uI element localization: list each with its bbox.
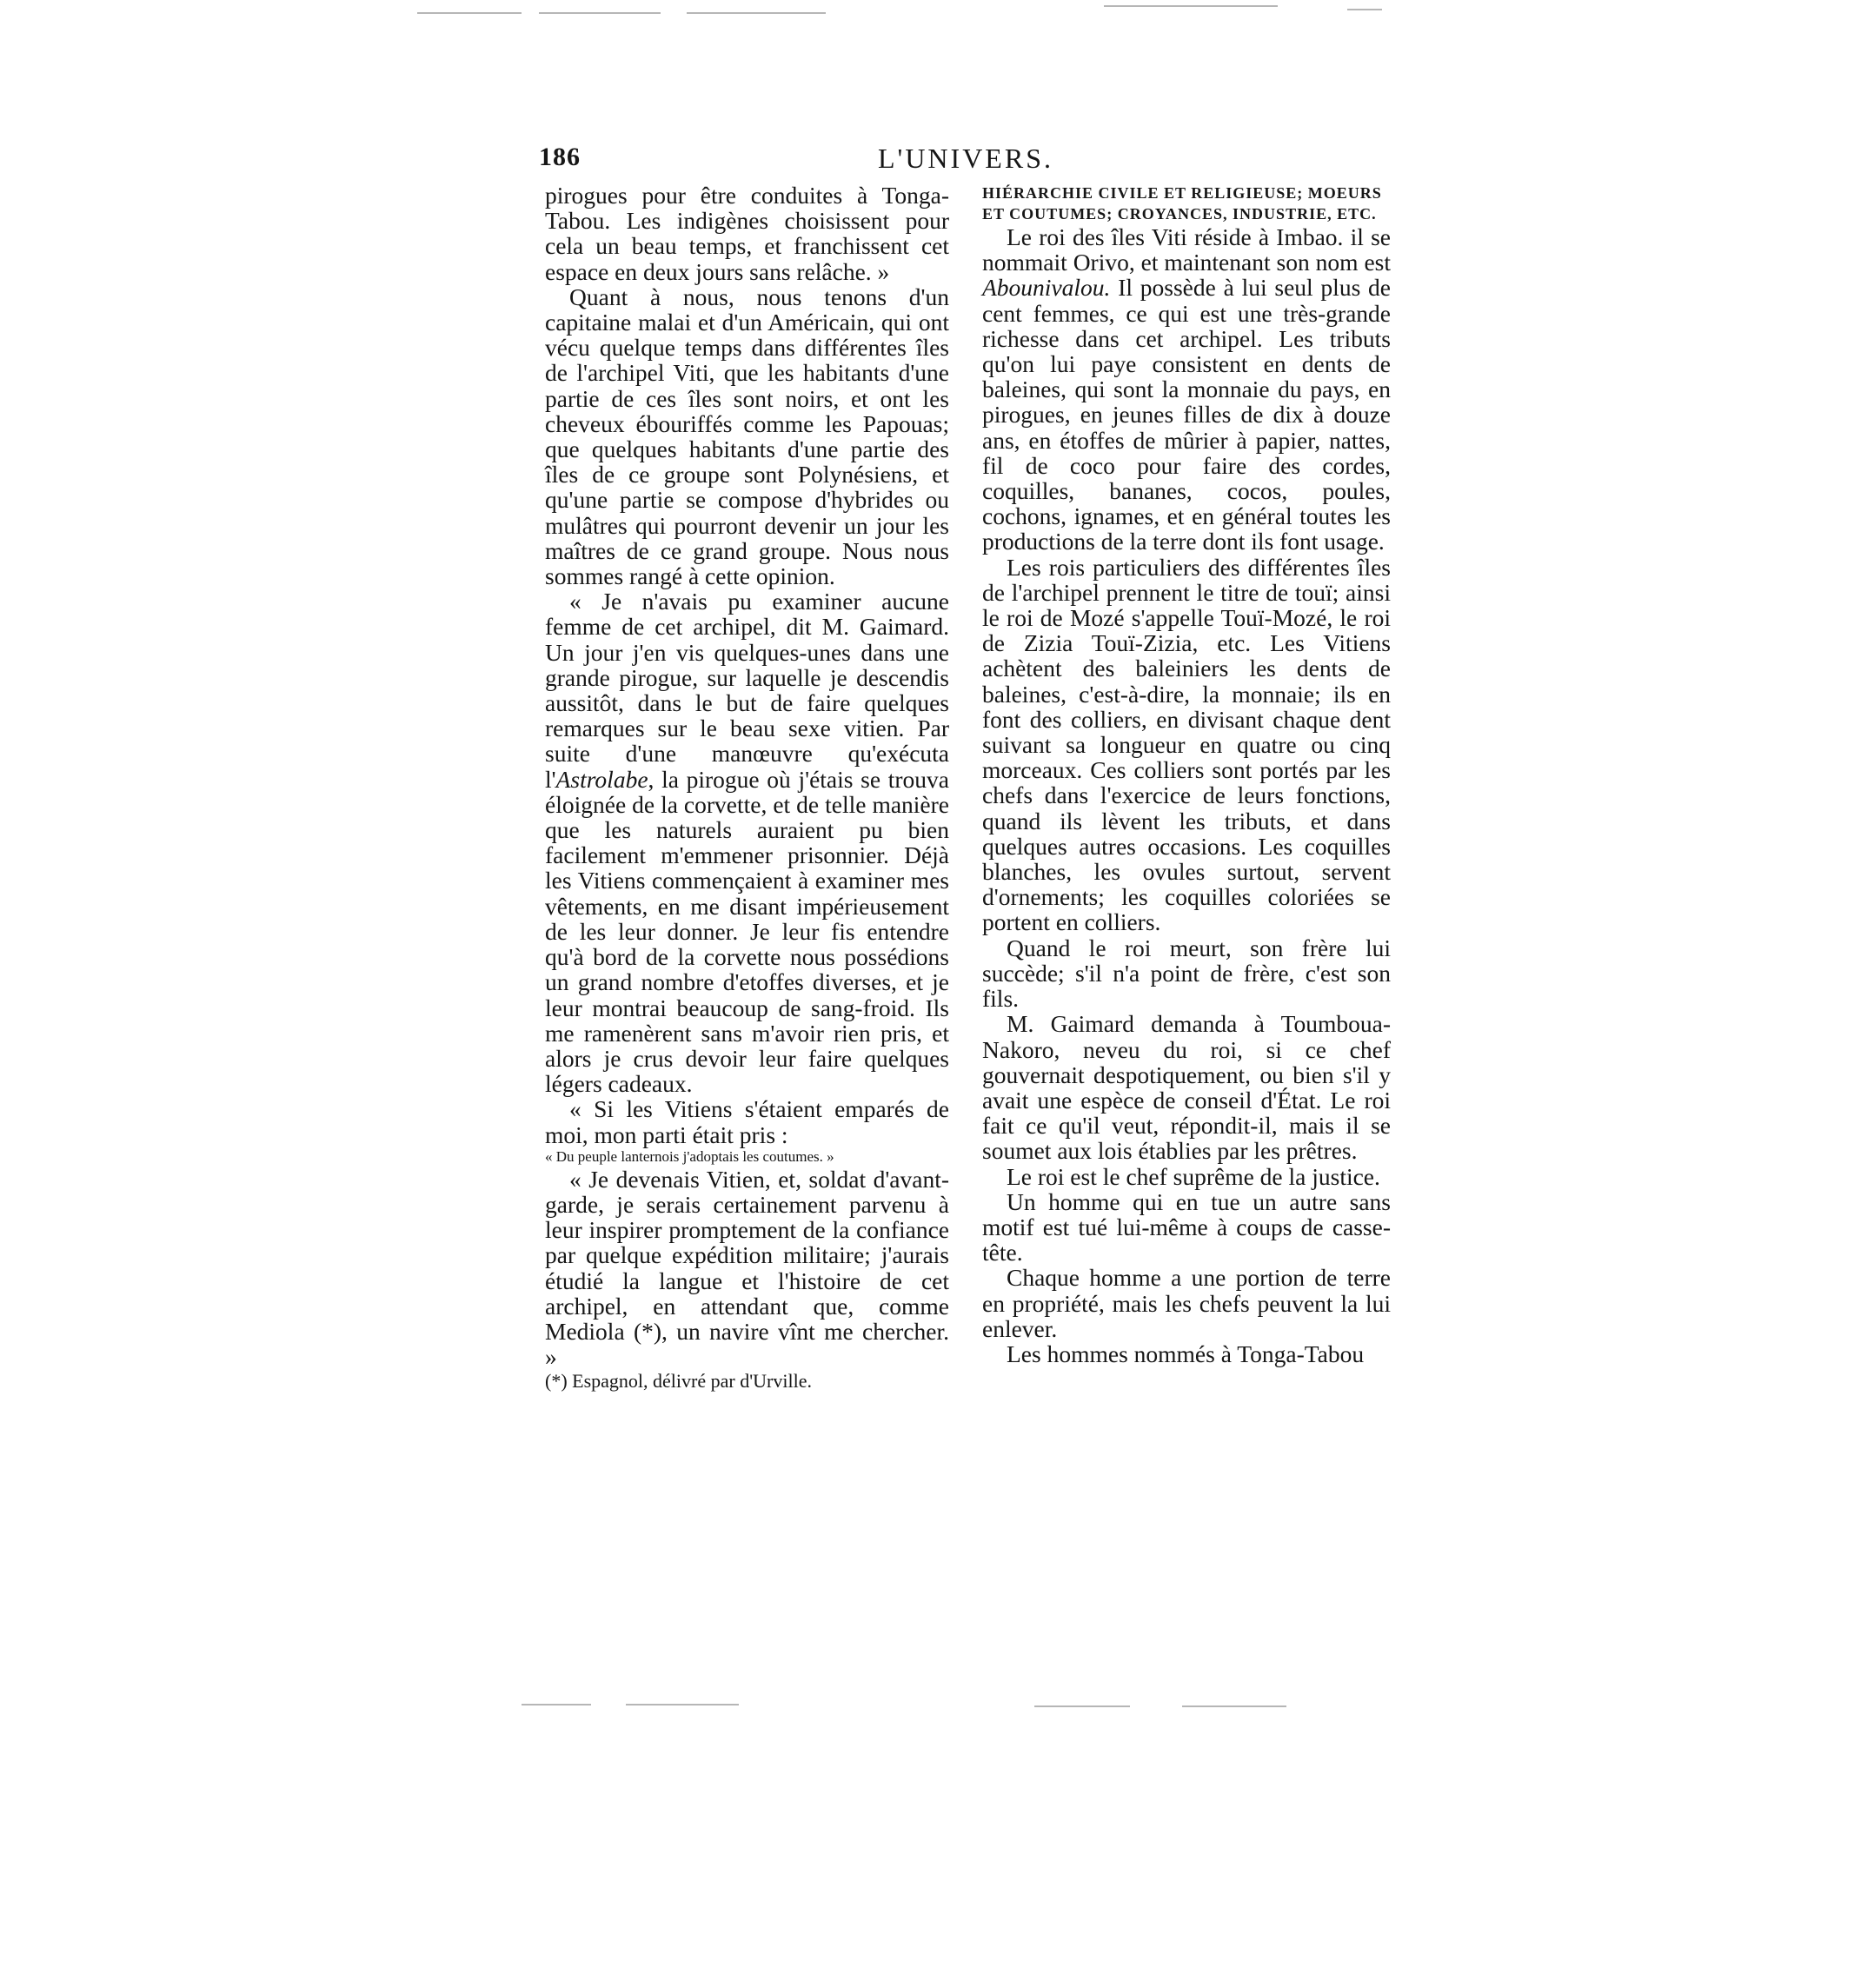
paragraph: Le roi est le chef suprême de la justice. xyxy=(1007,1162,1380,1190)
paragraph: « Si les Vitiens s'étaient emparés de moi, mon parti était pris : xyxy=(545,1095,949,1148)
page-header xyxy=(539,143,1373,186)
page-number: 186 xyxy=(539,143,581,171)
left-column xyxy=(545,183,949,1393)
section-heading: HIÉRARCHIE CIVILE ET RELIGIEUSE; MOEURS ET COUTUMES; CROYANCES, INDUSTRIE, ETC. xyxy=(982,184,1382,223)
paragraph: « Je devenais Vitien, et, soldat d'avant-garde, je serais certainement parvenu à leur inspirer promptement de la confiance par quelque expédition militaire; j'aurais étudié la langue et l'histoire de cet archipel, en attendant que, comme Mediola (*), un navire vînt me chercher. » xyxy=(545,1165,949,1371)
paragraph-text: Il possède à lui seul plus de cent femmes, ce qui est une très-grande richesse dans cet archipel. Les tributs qu'on lui paye consistent en dents de baleines, qui sont la monnaie du pays, en pirogues, en jeunes filles de dix à douze ans, en étoffes de mûrier à papier, nattes, fil de coco pour faire des cordes, coquilles, bananes, cocos, poules, cochons, ignames, et en général toutes les productions de la terre dont ils font usage. xyxy=(982,274,1391,555)
paragraph: Chaque homme a une portion de terre en propriété, mais les chefs peuvent la lui enlever. xyxy=(982,1264,1391,1342)
paragraph: Les rois particuliers des différentes îles de l'archipel prennent le titre de touï; ainsi le roi de Mozé s'appelle Touï-Mozé, le roi de Zizia Touï-Zizia, etc. Les Vitiens achètent des baleiniers les dents de baleines, c'est-à-dire, la monnaie; ils en font des colliers, en divisant chaque dent suivant sa longueur en quatre ou cinq morceaux. Ces colliers sont portés par les chefs dans l'exercice de leurs fonctions, quand ils lèvent les tributs, et dans quelques autres occasions. Les coquilles blanches, les ovules surtout, servent d'ornements; les coquilles coloriées se portent en colliers. xyxy=(982,553,1391,936)
paragraph xyxy=(545,588,949,1096)
ship-name: Astrolabe xyxy=(555,765,648,793)
king-name: Abounivalou. xyxy=(982,274,1111,302)
scan-artifact xyxy=(522,1704,591,1705)
paragraph: Un homme qui en tue un autre sans motif est tué lui-même à coups de casse-tête. xyxy=(982,1187,1391,1267)
running-title: L'UNIVERS. xyxy=(878,143,1053,174)
paragraph-text: « Je n'avais pu examiner aucune femme de cet archipel, dit M. Gaimard. Un jour j'en vis quelques-unes dans une grande pirogue, sur laquelle je descendis aussitôt, dans le but de faire quelques remarques sur le beau sexe vitien. Par suite d'une manœuvre qu'exécuta l' xyxy=(545,588,949,793)
paragraph-text: Le roi des îles Viti réside à Imbao. il se nommait Orivo, et maintenant son nom est xyxy=(982,223,1391,276)
paragraph: M. Gaimard demanda à Toumboua-Nakoro, neveu du roi, si ce chef gouvernait despotiquement, ou bien s'il y avait une espèce de conseil d'État. Le roi fait ce qu'il veut, répondit-il, mais il se soumet aux lois établies par les prêtres. xyxy=(982,1010,1391,1165)
scan-artifact xyxy=(417,12,522,14)
verse-quote: « Du peuple lanternois j'adoptais les coutumes. » xyxy=(545,1147,834,1165)
scan-artifact xyxy=(1182,1705,1286,1707)
scan-artifact xyxy=(539,12,661,14)
scan-artifact xyxy=(1104,5,1278,7)
right-column xyxy=(982,183,1391,1366)
paragraph: Quand le roi meurt, son frère lui succède; s'il n'a point de frère, c'est son fils. xyxy=(982,934,1391,1013)
paragraph: Les hommes nommés à Tonga-Tabou xyxy=(1007,1340,1365,1367)
paragraph: Quant à nous, nous tenons d'un capitaine malai et d'un Américain, qui ont vécu quelque temps dans différentes îles de l'archipel Viti, que les habitants d'une partie de ces îles sont noirs, et ont les cheveux ébouriffés comme les Papouas; que quelques habitants d'une partie des îles de ce groupe sont Polynésiens, et qu'une partie se compose d'hybrides ou mulâtres qui pourront devenir un jour les maîtres de ce grand groupe. Nous nous sommes rangé à cette opinion. xyxy=(545,283,949,590)
paragraph: pirogues pour être conduites à Tonga-Tabou. Les indigènes choisissent pour cela un beau temps, et franchissent cet espace en deux jours sans relâche. » xyxy=(545,182,949,285)
scan-artifact xyxy=(1347,9,1382,10)
scan-artifact xyxy=(687,12,826,14)
paragraph-text: , la pirogue où j'étais se trouva éloignée de la corvette, et de telle manière que les naturels auraient pu bien facilement m'emmener prisonnier. Déjà les Vitiens commençaient à examiner mes vêtements, en me disant impérieusement de les leur donner. Je leur fis entendre qu'à bord de la corvette nous possédions un grand nombre d'etoffes diverses, et je leur montrai beaucoup de sang-froid. Ils me ramenèrent sans m'avoir rien pris, et alors je crus devoir leur faire quelques légers cadeaux. xyxy=(545,765,949,1098)
scan-artifact xyxy=(626,1704,739,1705)
scan-artifact xyxy=(1034,1705,1130,1707)
paragraph xyxy=(982,224,1391,555)
footnote: (*) Espagnol, délivré par d'Urville. xyxy=(545,1370,812,1393)
